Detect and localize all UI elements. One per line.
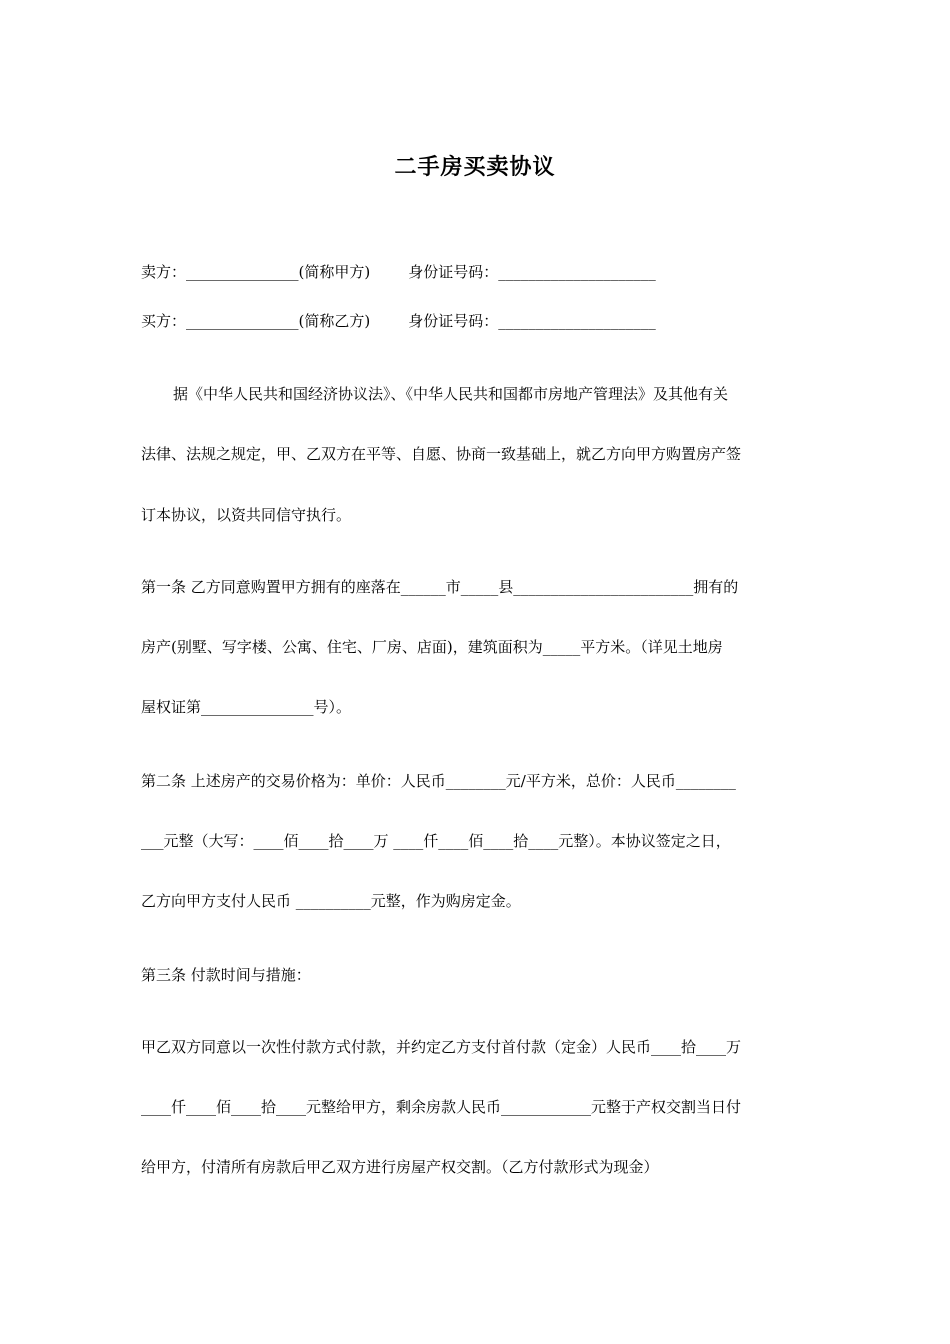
buyer-id-label: 身份证号码： xyxy=(408,312,499,330)
buyer-name-blank: _______________ xyxy=(186,312,299,330)
article-3-line-2: ____仟____佰____拾____元整给甲方，剩余房款人民币____________元整于产权交割当日付 xyxy=(141,1098,742,1116)
preamble-line-1: 据《中华人民共和国经济协议法》、《中华人民共和国都市房地产管理法》及其他有关 xyxy=(173,385,729,403)
seller-line xyxy=(141,262,821,282)
preamble-line-3: 订本协议，以资共同信守执行。 xyxy=(141,506,352,524)
document-title: 二手房买卖协议 xyxy=(394,154,556,180)
preamble-line-2: 法律、法规之规定，甲、乙双方在平等、自愿、协商一致基础上，就乙方向甲方购置房产签 xyxy=(141,445,742,463)
buyer-line xyxy=(141,311,821,331)
article-1-line-2: 房产(别墅、写字楼、公寓、住宅、厂房、店面)，建筑面积为_____平方米。（详见土地房 xyxy=(141,638,723,656)
buyer-short-name: (简称乙方) xyxy=(298,312,371,330)
article-3-line-1: 甲乙双方同意以一次性付款方式付款，并约定乙方支付首付款（定金）人民币____拾____万 xyxy=(141,1038,742,1056)
seller-short-name: (简称甲方) xyxy=(298,263,371,281)
seller-label: 卖方： xyxy=(141,263,187,281)
seller-id-blank: _____________________ xyxy=(498,263,656,281)
seller-id-label: 身份证号码： xyxy=(408,263,499,281)
article-2-line-2: ___元整（大写：____佰____拾____万 ____仟____佰____拾____元整）。本协议签定之日， xyxy=(141,832,731,850)
buyer-id-blank: _____________________ xyxy=(498,312,656,330)
article-1-line-1: 第一条 乙方同意购置甲方拥有的座落在______市_____县________________________拥有的 xyxy=(141,578,739,596)
seller-name-blank: _______________ xyxy=(186,263,299,281)
article-1-line-3: 屋权证第_______________号）。 xyxy=(141,698,352,716)
buyer-label: 买方： xyxy=(141,312,187,330)
article-2-line-1: 第二条 上述房产的交易价格为：单价：人民币________元/平方米，总价：人民币________ xyxy=(141,772,736,790)
article-2-line-3: 乙方向甲方支付人民币 __________元整，作为购房定金。 xyxy=(141,892,521,910)
article-3-line-3: 给甲方，付清所有房款后甲乙双方进行房屋产权交割。（乙方付款形式为现金） xyxy=(141,1158,659,1176)
article-3-heading: 第三条 付款时间与措施： xyxy=(141,966,311,984)
